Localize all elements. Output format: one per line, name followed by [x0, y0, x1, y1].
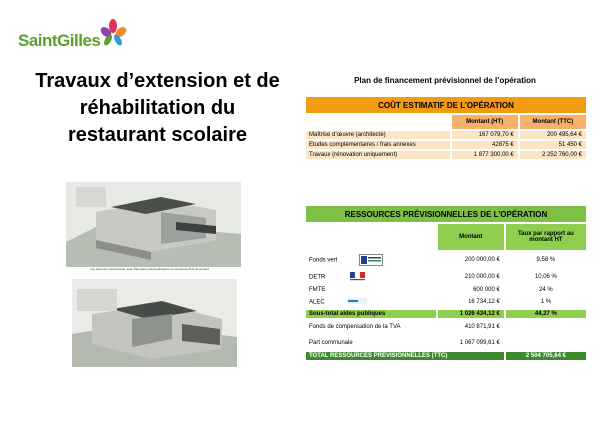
resources-table-header: RESSOURCES PRÉVISIONNELLES DE L’OPÉRATION [306, 206, 586, 222]
row-taux: 1 % [506, 296, 586, 308]
row-montant: 410 871,91 € [438, 320, 504, 334]
table-row [306, 252, 586, 267]
page-title: Travaux d’extension et de réhabilitation du restaurant scolaire [35, 70, 280, 146]
row-ttc: 51 450 € [520, 141, 586, 149]
row-label: Travaux (rénovation uniquement) [306, 151, 450, 159]
row-label: Fonds de compensation de la TVA [306, 320, 436, 334]
saintgilles-logo [18, 18, 128, 54]
row-ht: 1 877 300,00 € [452, 151, 518, 159]
row-label: ALEC [309, 299, 325, 306]
cost-table-header: COÛT ESTIMATIF DE L’OPÉRATION [306, 97, 586, 113]
row-montant: 16 734,12 € [438, 296, 504, 308]
subtotal-row [306, 310, 586, 318]
total-label: TOTAL RESSOURCES PRÉVISIONNELLES (TTC) [306, 352, 504, 360]
page-subtitle: Plan de financement prévisionnel de l’opération [354, 76, 536, 85]
table-row [306, 320, 586, 334]
row-ht: 42875 € [452, 141, 518, 149]
table-row [306, 286, 586, 294]
subtotal-label: Sous-total aides publiques [306, 310, 436, 318]
row-label: Etudes complémentaires / frais annexes [306, 141, 450, 149]
row-label: Fonds vert [309, 257, 338, 264]
building-rendering-aerial [66, 182, 241, 267]
row-taux: 9,58 % [506, 252, 586, 267]
subtotal-taux: 44,27 % [506, 310, 586, 318]
table-row [306, 296, 586, 308]
table-row [306, 336, 586, 350]
total-row [306, 352, 586, 360]
total-montant: 2 504 705,64 € [506, 352, 586, 360]
row-taux: 10,06 % [506, 269, 586, 284]
table-row [306, 151, 586, 159]
resources-table [304, 204, 588, 362]
row-montant: 600 000 € [438, 286, 504, 294]
row-montant: 1 067 099,61 € [438, 336, 504, 350]
row-montant: 210 000,00 € [438, 269, 504, 284]
row-label: DETR [309, 274, 326, 281]
flower-icon [98, 18, 128, 48]
table-row [306, 269, 586, 284]
row-ttc: 2 252 760,00 € [520, 151, 586, 159]
row-label: FMTE [309, 287, 326, 293]
col-montant: Montant [438, 224, 504, 250]
row-taux: 24 % [506, 286, 586, 294]
photo-caption: Vue aérienne, Nord-Ouest, avec Panneaux photovoltaïques et couverture PLS au contact [90, 267, 209, 271]
row-ttc: 200 495,64 € [520, 131, 586, 139]
table-row [306, 141, 586, 149]
cost-estimate-table [304, 95, 588, 161]
building-rendering-northwest [72, 279, 237, 367]
row-label: Maîtrise d’œuvre (architecte) [306, 131, 450, 139]
france-nation-verte-logo [359, 254, 383, 266]
row-montant: 200 000,00 € [438, 252, 504, 267]
row-ht: 167 079,70 € [452, 131, 518, 139]
logo-text: SaintGilles [18, 31, 101, 50]
subtotal-montant: 1 026 434,12 € [438, 310, 504, 318]
row-label: Part communale [306, 336, 436, 350]
col-taux: Taux par rapport au montant HT [506, 224, 586, 250]
alec-logo [346, 297, 368, 307]
table-row [306, 131, 586, 139]
col-montant-ttc: Montant (TTC) [520, 115, 586, 129]
col-montant-ht: Montant (HT) [452, 115, 518, 129]
republique-francaise-logo [347, 272, 369, 282]
